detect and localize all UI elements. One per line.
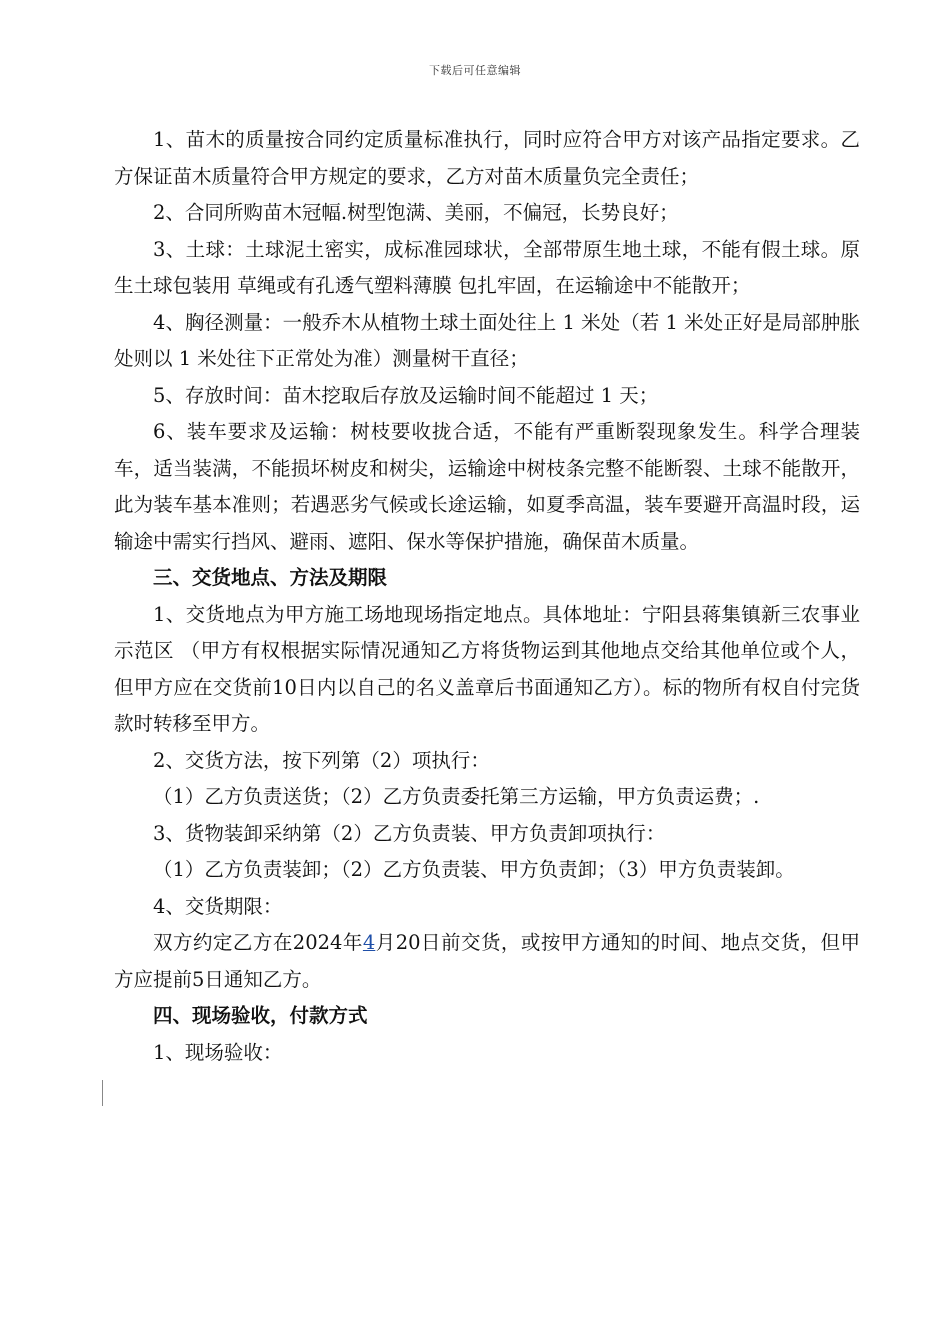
paragraph-delivery-deadline-label: 4、交货期限： bbox=[153, 894, 283, 918]
document-body bbox=[114, 122, 860, 1071]
paragraph-delivery-location: 1、交货地点为甲方施工场地现场指定地点。具体地址：宁阳县蒋集镇新三农事业示范区 （甲方有权根据实际情况通知乙方将货物运到其他地点交给其他单位或个人，但甲方应在交货前10日内以自己的名义盖章后书面通知乙方）。标的物所有权自付完货款时转移至甲方。 bbox=[114, 602, 860, 735]
section-heading-acceptance: 四、现场验收，付款方式 bbox=[153, 1004, 368, 1027]
deadline-text-before: 双方约定乙方在2024年 bbox=[153, 931, 363, 954]
deadline-text-after: 月20日前交货，或按甲方通知的时间、地点交货，但甲方应提前5日通知乙方。 bbox=[114, 931, 860, 991]
paragraph-crown-shape: 2、合同所购苗木冠幅.树型饱满、美丽，不偏冠，长势良好； bbox=[153, 201, 679, 224]
paragraph-soil-ball: 3、土球：土球泥土密实，成标准园球状，全部带原生地土球，不能有假土球。原生土球包装用 草绳或有孔透气塑料薄膜 包扎牢固，在运输途中不能散开； bbox=[114, 237, 860, 297]
page-header: 下载后可任意编辑 bbox=[429, 64, 521, 77]
paragraph-loading-options: （1）乙方负责装卸；（2）乙方负责装、甲方负责卸；（3）甲方负责装卸。 bbox=[153, 858, 795, 881]
section-heading-delivery: 三、交货地点、方法及期限 bbox=[153, 566, 388, 589]
paragraph-delivery-deadline bbox=[114, 925, 860, 998]
paragraph-delivery-options: （1）乙方负责送货；（2）乙方负责委托第三方运输，甲方负责运费；. bbox=[153, 785, 760, 808]
revision-bar bbox=[102, 1080, 103, 1106]
paragraph-storage-time: 5、存放时间：苗木挖取后存放及运输时间不能超过 1 天； bbox=[153, 383, 659, 407]
paragraph-delivery-method: 2、交货方法，按下列第（2）项执行： bbox=[153, 748, 490, 772]
deadline-month-link[interactable]: 4 bbox=[362, 931, 376, 954]
paragraph-site-acceptance: 1、现场验收： bbox=[153, 1040, 283, 1064]
paragraph-dbh-measurement: 4、胸径测量：一般乔木从植物土球土面处往上 1 米处（若 1 米处正好是局部肿胀处则以 1 米处往下正常处为准）测量树干直径； bbox=[114, 310, 860, 370]
paragraph-quality-standard: 1、苗木的质量按合同约定质量标准执行，同时应符合甲方对该产品指定要求。乙方保证苗木质量符合甲方规定的要求，乙方对苗木质量负完全责任； bbox=[114, 128, 860, 188]
paragraph-loading-transport: 6、装车要求及运输：树枝要收拢合适，不能有严重断裂现象发生。科学合理装车，适当装满，不能损坏树皮和树尖，运输途中树枝条完整不能断裂、土球不能散开，此为装车基本准则；若遇恶劣气候或长途运输，如夏季高温，装车要避开高温时段，运输途中需实行挡风、避雨、遮阳、保水等保护措施，确保苗木质量。 bbox=[114, 420, 860, 553]
paragraph-loading-unloading: 3、货物装卸采纳第（2）乙方负责装、甲方负责卸项执行： bbox=[153, 821, 666, 845]
